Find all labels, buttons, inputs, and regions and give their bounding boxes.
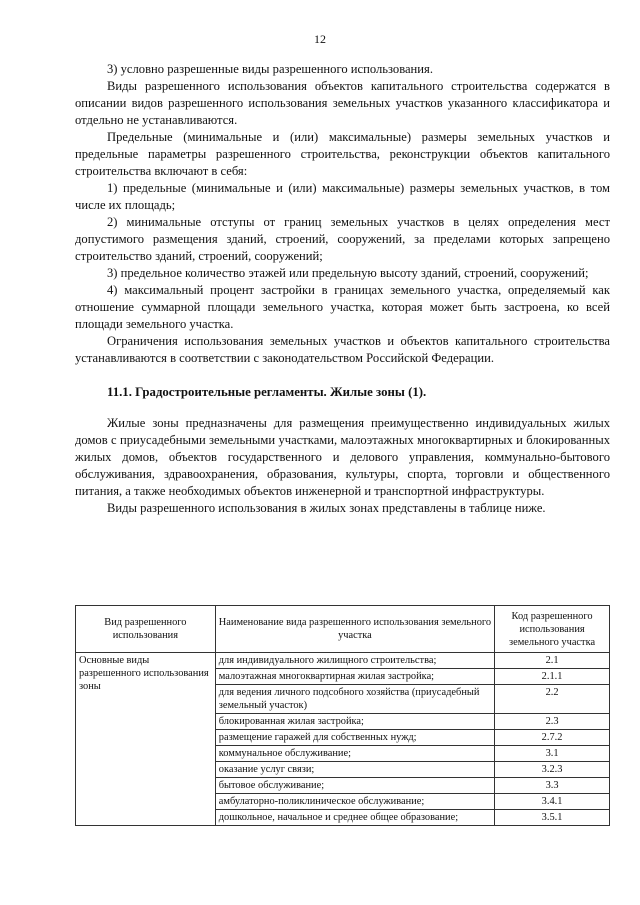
document-body xyxy=(75,61,610,517)
use-name-cell: размещение гаражей для собственных нужд; xyxy=(215,730,494,746)
use-name-cell: дошкольное, начальное и среднее общее образование; xyxy=(215,810,494,826)
header-use-name: Наименование вида разрешенного использования земельного участка xyxy=(215,606,494,653)
paragraph: Ограничения использования земельных участков и объектов капитального строительства устанавливаются в соответствии с законодательством Российской Федерации. xyxy=(75,334,610,365)
use-name-cell: бытовое обслуживание; xyxy=(215,778,494,794)
paragraph: 2) минимальные отступы от границ земельных участков в целях определения мест допустимого размещения зданий, строений, сооружений, за пределами которых запрещено строительство зданий, строений, сооружений; xyxy=(75,215,610,263)
header-use-code: Код разрешенного использования земельного участка xyxy=(495,606,610,653)
paragraph: Виды разрешенного использования объектов капитального строительства содержатся в описании видов разрешенного использования земельных участков указанного классификатора и отдельно не устанавливаются. xyxy=(75,79,610,127)
paragraph: 3) условно разрешенные виды разрешенного использования. xyxy=(107,62,433,76)
paragraph: Предельные (минимальные и (или) максимальные) размеры земельных участков и предельные параметры разрешенного строительства, реконструкции объектов капитального строительства включают в себя: xyxy=(75,130,610,178)
paragraph: Виды разрешенного использования в жилых зонах представлены в таблице ниже. xyxy=(107,501,546,515)
paragraph: 1) предельные (минимальные и (или) максимальные) размеры земельных участков, в том числе их площадь; xyxy=(75,181,610,212)
page-number: 12 xyxy=(314,32,326,46)
table-row xyxy=(76,653,610,669)
use-code-cell: 3.4.1 xyxy=(495,794,610,810)
use-code-cell: 2.1 xyxy=(495,653,610,669)
use-code-cell: 2.1.1 xyxy=(495,669,610,685)
header-use-type: Вид разрешенного использования xyxy=(76,606,216,653)
use-name-cell: амбулаторно-поликлиническое обслуживание; xyxy=(215,794,494,810)
use-code-cell: 3.1 xyxy=(495,746,610,762)
paragraph: Жилые зоны предназначены для размещения преимущественно индивидуальных жилых домов с приусадебными земельными участками, малоэтажных многоквартирных и блокированных жилых домов, объектов государственного и делового управления, коммунально-бытового обслуживания, здравоохранения, образования, культуры, спорта, торговли и общественного питания, а также необходимых объектов инженерной и транспортной инфраструктуры. xyxy=(75,416,610,498)
use-code-cell: 3.5.1 xyxy=(495,810,610,826)
use-name-cell: малоэтажная многоквартирная жилая застройка; xyxy=(215,669,494,685)
paragraph: 4) максимальный процент застройки в границах земельного участка, определяемый как отношение суммарной площади земельного участка, которая может быть застроена, ко всей площади земельного участка. xyxy=(75,283,610,331)
use-name-cell: оказание услуг связи; xyxy=(215,762,494,778)
use-code-cell: 2.3 xyxy=(495,714,610,730)
use-code-cell: 2.2 xyxy=(495,685,610,714)
use-code-cell: 2.7.2 xyxy=(495,730,610,746)
section-heading: 11.1. Градостроительные регламенты. Жилые зоны (1). xyxy=(107,385,427,399)
paragraph: 3) предельное количество этажей или предельную высоту зданий, строений, сооружений; xyxy=(107,266,589,280)
use-name-cell: коммунальное обслуживание; xyxy=(215,746,494,762)
category-cell: Основные виды разрешенного использования зоны xyxy=(76,653,216,826)
table-header-row xyxy=(76,606,610,653)
use-code-cell: 3.3 xyxy=(495,778,610,794)
use-code-cell: 3.2.3 xyxy=(495,762,610,778)
use-name-cell: для индивидуального жилищного строительства; xyxy=(215,653,494,669)
use-name-cell: блокированная жилая застройка; xyxy=(215,714,494,730)
use-name-cell: для ведения личного подсобного хозяйства (приусадебный земельный участок) xyxy=(215,685,494,714)
permitted-use-table xyxy=(75,605,610,826)
